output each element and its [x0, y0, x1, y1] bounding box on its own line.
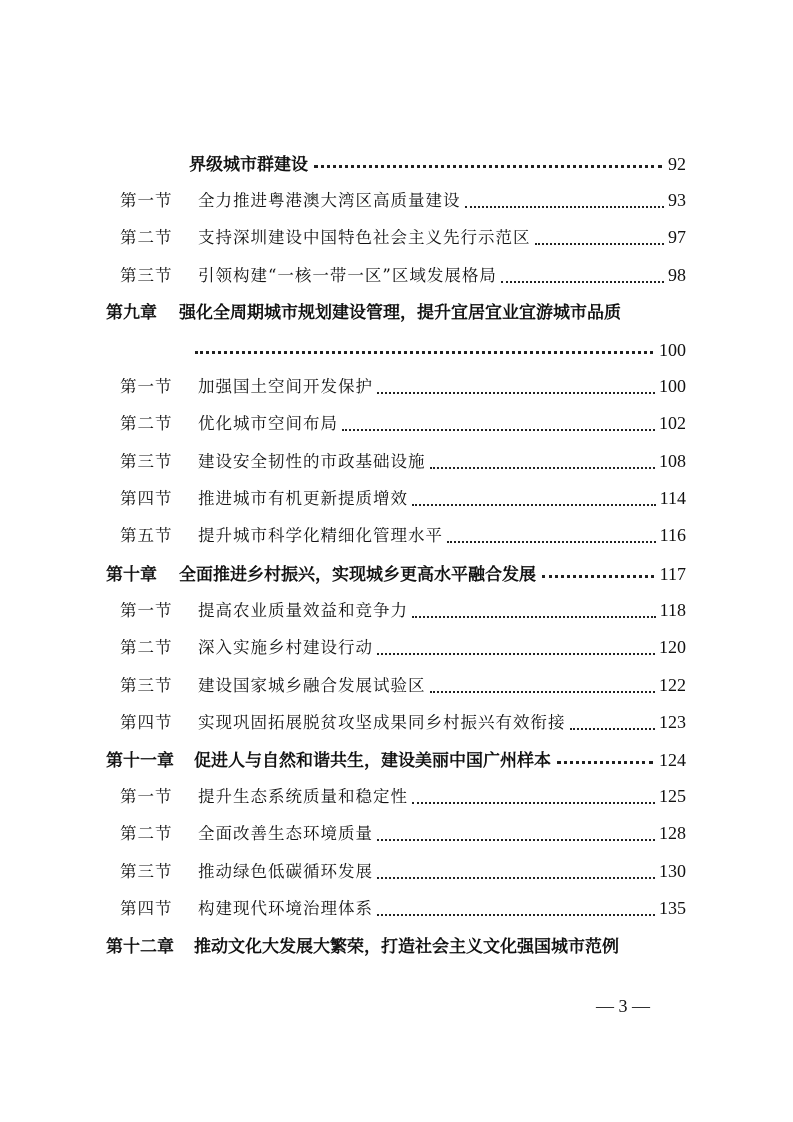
entry-title: 支持深圳建设中国特色社会主义先行示范区	[198, 228, 531, 247]
section-label: 第五节	[120, 526, 173, 545]
entry-page-number: 123	[659, 712, 686, 732]
section-label: 第一节	[120, 601, 173, 620]
toc-section-entry	[120, 672, 686, 696]
toc-section-entry	[120, 410, 686, 434]
dot-leader	[570, 712, 656, 731]
section-label: 第三节	[120, 862, 173, 881]
entry-title: 提升城市科学化精细化管理水平	[198, 526, 443, 545]
section-label: 第三节	[120, 266, 173, 285]
section-label: 第二节	[120, 228, 173, 247]
dot-leader	[377, 861, 655, 880]
toc-section-entry	[120, 597, 686, 621]
entry-page-number: 102	[659, 413, 686, 433]
dot-leader	[412, 488, 656, 507]
dot-leader	[377, 376, 655, 395]
chapter-label: 第十章	[106, 565, 157, 585]
toc-section-entry	[120, 448, 686, 472]
dot-leader	[412, 600, 656, 619]
dot-leader	[535, 227, 665, 246]
entry-page-number: 92	[668, 154, 686, 174]
entry-title: 全面推进乡村振兴，实现城乡更高水平融合发展	[179, 565, 536, 585]
section-label: 第二节	[120, 638, 173, 657]
entry-title: 引领构建“一核一带一区”区域发展格局	[198, 266, 497, 285]
toc-chapter-entry	[106, 298, 686, 323]
entry-page-number: 108	[659, 451, 686, 471]
entry-title: 建设国家城乡融合发展试验区	[198, 676, 426, 695]
dot-leader	[377, 823, 655, 842]
entry-title: 推动文化大发展大繁荣，打造社会主义文化强国城市范例	[194, 937, 619, 957]
chapter-label: 第十二章	[106, 937, 174, 957]
entry-page-number: 118	[659, 600, 686, 620]
section-label: 第三节	[120, 452, 173, 471]
toc-section-entry	[120, 187, 686, 211]
entry-page-number: 100	[659, 340, 686, 360]
dot-leader	[342, 413, 655, 432]
toc-section-entry	[120, 522, 686, 546]
entry-page-number: 116	[659, 525, 686, 545]
dot-leader	[377, 898, 655, 917]
entry-title: 全力推进粤港澳大湾区高质量建设	[198, 191, 461, 210]
dot-leader	[377, 637, 655, 656]
section-label: 第一节	[120, 787, 173, 806]
section-label: 第四节	[120, 489, 173, 508]
toc-section-entry	[120, 783, 686, 807]
dot-leader	[195, 334, 653, 354]
page-number: — 3 —	[596, 996, 650, 1016]
entry-title: 提高农业质量效益和竞争力	[198, 601, 408, 620]
toc-chapter-entry	[106, 932, 686, 957]
section-label: 第一节	[120, 377, 173, 396]
section-label: 第三节	[120, 676, 173, 695]
toc-section-entry	[120, 820, 686, 844]
dot-leader	[430, 675, 656, 694]
toc-section-entry	[120, 373, 686, 397]
toc-section-entry	[120, 485, 686, 509]
section-label: 第四节	[120, 899, 173, 918]
entry-page-number: 120	[659, 637, 686, 657]
entry-title: 构建现代环境治理体系	[198, 899, 373, 918]
entry-page-number: 98	[668, 265, 686, 285]
entry-page-number: 135	[659, 898, 686, 918]
entry-title: 提升生态系统质量和稳定性	[198, 787, 408, 806]
entry-title: 建设安全韧性的市政基础设施	[198, 452, 426, 471]
dot-leader	[542, 558, 654, 578]
dot-leader	[430, 451, 656, 470]
dot-leader	[314, 148, 662, 168]
chapter-label: 第十一章	[106, 751, 174, 771]
entry-title: 全面改善生态环境质量	[198, 824, 373, 843]
chapter-label: 第九章	[106, 303, 157, 323]
entry-page-number: 125	[659, 786, 686, 806]
entry-title: 促进人与自然和谐共生，建设美丽中国广州样本	[194, 751, 551, 771]
entry-page-number: 130	[659, 861, 686, 881]
dot-leader	[501, 265, 664, 284]
entry-title: 强化全周期城市规划建设管理，提升宜居宜业宜游城市品质	[179, 303, 621, 323]
entry-page-number: 100	[659, 376, 686, 396]
entry-title: 优化城市空间布局	[198, 414, 338, 433]
toc-chapter-entry	[106, 746, 686, 771]
dot-leader	[447, 525, 656, 544]
section-label: 第一节	[120, 191, 173, 210]
entry-page-number: 128	[659, 823, 686, 843]
entry-page-number: 93	[668, 190, 686, 210]
entry-title: 推动绿色低碳循环发展	[198, 862, 373, 881]
dot-leader	[465, 190, 665, 209]
toc-chapter-entry	[189, 336, 686, 361]
dot-leader	[412, 786, 655, 805]
toc-chapter-entry	[106, 560, 686, 585]
toc-section-entry	[120, 262, 686, 286]
dot-leader	[557, 744, 653, 764]
entry-title: 加强国土空间开发保护	[198, 377, 373, 396]
entry-page-number: 122	[659, 675, 686, 695]
entry-page-number: 124	[659, 750, 686, 770]
entry-page-number: 97	[668, 227, 686, 247]
toc-section-entry	[120, 895, 686, 919]
section-label: 第四节	[120, 713, 173, 732]
toc-section-entry	[120, 634, 686, 658]
entry-page-number: 117	[659, 564, 686, 584]
section-label: 第二节	[120, 414, 173, 433]
entry-title: 实现巩固拓展脱贫攻坚成果同乡村振兴有效衔接	[198, 713, 566, 732]
entry-title: 推进城市有机更新提质增效	[198, 489, 408, 508]
entry-title: 深入实施乡村建设行动	[198, 638, 373, 657]
section-label: 第二节	[120, 824, 173, 843]
toc-section-entry	[120, 224, 686, 248]
toc-section-entry	[120, 858, 686, 882]
entry-page-number: 114	[659, 488, 686, 508]
toc-section-entry	[120, 709, 686, 733]
entry-title: 界级城市群建设	[189, 155, 308, 175]
toc-chapter-entry	[189, 150, 686, 175]
